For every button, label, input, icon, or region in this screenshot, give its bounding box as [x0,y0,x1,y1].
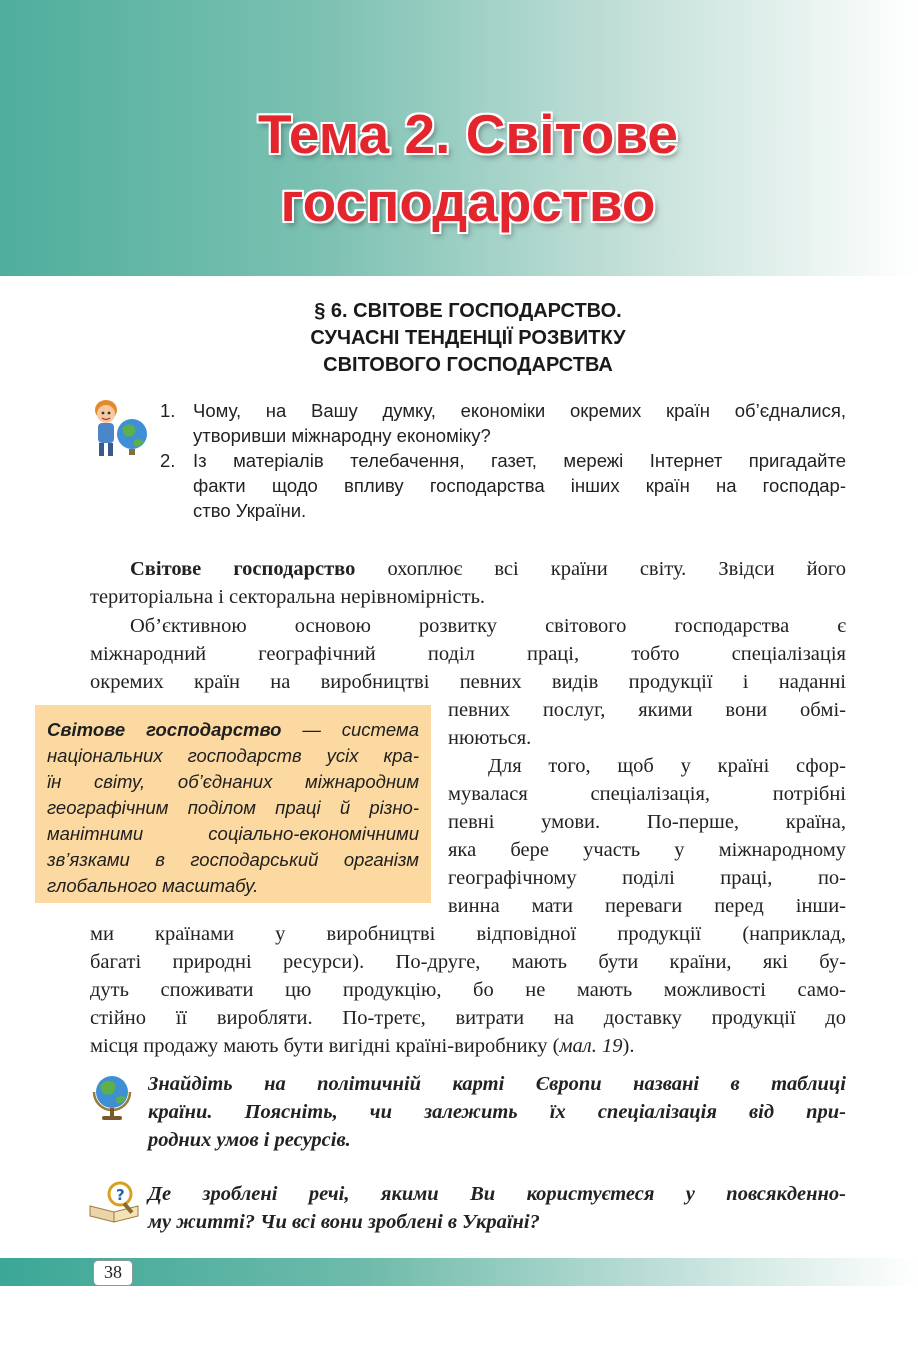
question-item [160,398,846,448]
question-number: 2. [160,450,176,471]
paragraph-line: винна мати переваги перед інши- [448,895,846,917]
question-line: факти щодо впливу господарства інших країн на господар- [193,475,846,496]
paragraph-line: географічному поділі праці, по- [448,867,846,889]
definition-line: їн світу, об’єднаних міжнародним [47,771,419,792]
paragraph-line [90,555,846,583]
task-1 [148,1070,846,1154]
book-question-icon [88,1180,140,1224]
section-heading-line1: § 6. СВІТОВЕ ГОСПОДАРСТВО. [314,300,622,322]
paragraph-text: ). [622,1035,635,1057]
globe-icon [90,1072,134,1122]
chapter-title [0,100,918,236]
paragraph-line: багаті природні ресурси). По-друге, мають бути країни, які бу- [90,951,846,973]
page-number: 38 [93,1260,133,1286]
definition-line: національних господарств усіх кра- [47,745,419,766]
question-item [160,448,846,523]
chapter-title-line1: Тема 2. Світове [258,103,678,165]
task-line: Знайдіть на політичній карті Європи названі в таблиці [148,1073,846,1095]
task-line: Де зроблені речі, якими Ви користуєтеся у повсякденно- [148,1183,846,1205]
question-line: Чому, на Вашу думку, економіки окремих країн об’єдналися, [193,400,846,421]
task-line: му житті? Чи всі вони зроблені в Україні? [148,1211,540,1233]
paragraph-line: територіальна і секторальна нерівномірність. [90,586,486,608]
definition-text: — система [281,719,419,740]
paragraph-line [90,1032,846,1060]
definition-line: манітними соціально-економічними [47,823,419,844]
paragraph-line: Для того, щоб у країні сфор- [488,755,846,777]
definition-term: Світове господарство [47,719,282,740]
paragraph-line: дуть споживати цю продукцію, бо не мають можливості само- [90,979,846,1001]
definition-line [47,717,419,743]
section-heading-line2: СУЧАСНІ ТЕНДЕНЦІЇ РОЗВИТКУ [310,327,626,349]
paragraph-2 [90,612,846,696]
question-line: Із матеріалів телебачення, газет, мережі Інтернет пригадайте [193,450,846,471]
figure-reference: мал. 19 [559,1035,623,1057]
paragraph-line: стійно її виробляти. По-третє, витрати на доставку продукції до [90,1007,846,1029]
paragraph-line: мувалася спеціалізація, потрібні [448,783,846,805]
section-heading [0,298,918,379]
paragraph-line: певних послуг, якими вони обмі- [448,699,846,721]
bold-term: Світове господарство [130,558,356,580]
chapter-title-line2: господарство [280,171,656,233]
task-line: родних умов і ресурсів. [148,1129,351,1151]
section-heading-line3: СВІТОВОГО ГОСПОДАРСТВА [323,354,613,376]
definition-box [35,705,431,903]
definition-line: географічним поділом праці й різно- [47,797,419,818]
paragraph-line: певні умови. По-перше, країна, [448,811,846,833]
review-questions [160,398,846,523]
chapter-banner [0,0,918,276]
paragraph-3-continued [90,920,846,1060]
question-line: ство України. [193,500,307,521]
question-line: утворивши міжнародну економіку? [193,425,491,446]
question-number: 1. [160,400,176,421]
definition-line: глобального масштабу. [47,875,259,896]
paragraph-line: ми країнами у виробництві відповідної продукції (наприклад, [90,923,846,945]
paragraph-2-continued [448,696,846,752]
paragraph-line: міжнародний географічний поділ праці, тобто спеціалізація [90,643,846,665]
footer-band [0,1258,918,1286]
paragraph-line: нюються. [448,727,532,749]
svg-text:?: ? [116,1186,125,1204]
paragraph-3 [448,752,846,920]
task-line: країни. Поясніть, чи залежить їх спеціалізація від при- [148,1101,846,1123]
paragraph-line: окремих країн на виробництві певних видів продукції і наданні [90,671,846,693]
kid-with-globe-icon [86,396,152,460]
paragraph-text: місця продажу мають бути вигідні країні-виробнику ( [90,1035,560,1057]
definition-line: зв’язками в господарський організм [47,849,419,870]
paragraph-line: Об’єктивною основою розвитку світового господарства є [130,615,846,637]
paragraph-line: яка бере участь у міжнародному [448,839,846,861]
paragraph-text: охоплює всі країни світу. Звідси його [355,558,846,580]
paragraph-1 [90,555,846,611]
task-2 [148,1180,846,1236]
